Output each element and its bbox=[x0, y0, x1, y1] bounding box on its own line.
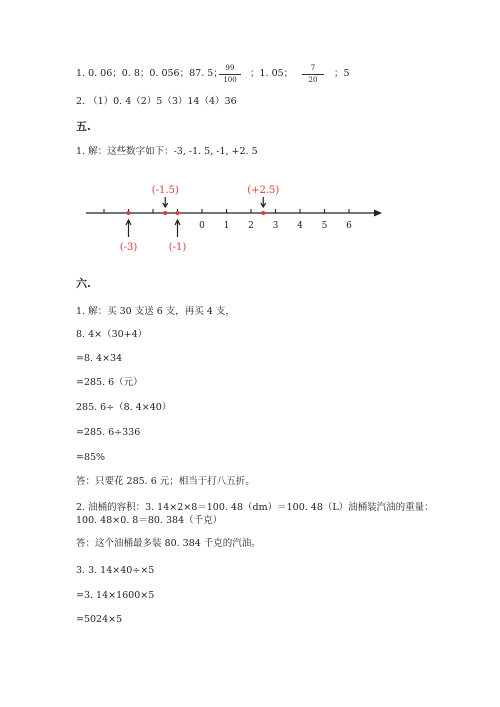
fraction-bar bbox=[219, 74, 241, 75]
tick-label: 3 bbox=[272, 221, 279, 231]
solution-line: =3. 14×1600×5 bbox=[76, 590, 155, 601]
solution-line: 8. 4×（30+4） bbox=[76, 329, 148, 340]
solution-line: =285. 6（元） bbox=[76, 377, 143, 388]
tick-label: 4 bbox=[297, 221, 303, 231]
solution-line: 2. 油桶的容积：3. 14×2×8＝100. 48（dm）＝100. 48（L）油桶装汽油的重量： bbox=[76, 502, 434, 513]
q1-answer-middle: ；1. 05； bbox=[250, 68, 294, 79]
q2-answer: 2. （1）0. 4（2）5（3）14（4）36 bbox=[76, 96, 237, 107]
point-marker bbox=[176, 211, 180, 215]
section-heading-6: 六. bbox=[76, 277, 91, 290]
tick-label: 5 bbox=[321, 221, 328, 231]
pointer-arrow bbox=[261, 197, 266, 207]
part5-q1-answer: 1. 解：这些数字如下：-3, -1. 5, -1, +2. 5 bbox=[76, 146, 258, 157]
solution-line: =285. 6÷336 bbox=[76, 427, 141, 438]
tick-label: 0 bbox=[199, 221, 205, 231]
axis-arrow-head bbox=[374, 210, 382, 217]
fraction-denominator: 100 bbox=[223, 76, 237, 84]
point-label: (-3) bbox=[119, 242, 138, 253]
number-line-diagram bbox=[0, 178, 500, 258]
q1-answer-prefix: 1. 0. 06；0. 8；0. 056；87. 5； bbox=[76, 68, 223, 79]
solution-line: 答：只要花 285. 6 元；相当于打八五折。 bbox=[76, 476, 255, 487]
pointer-arrow bbox=[163, 197, 168, 207]
solution-line: =8. 4×34 bbox=[76, 353, 123, 364]
solution-line: =85% bbox=[76, 452, 106, 463]
pointer-arrow bbox=[126, 220, 131, 237]
fraction-denominator: 20 bbox=[308, 76, 318, 84]
q1-answer-suffix: ；5 bbox=[334, 68, 350, 79]
point-marker bbox=[163, 211, 167, 215]
point-marker bbox=[261, 211, 265, 215]
fraction-99-100 bbox=[219, 64, 241, 85]
fraction-bar bbox=[302, 74, 324, 75]
point-label: (-1) bbox=[168, 242, 187, 253]
solution-line: =5024×5 bbox=[76, 614, 123, 625]
fraction-numerator: 7 bbox=[310, 64, 316, 72]
fraction-7-20 bbox=[302, 64, 324, 85]
fraction-numerator: 99 bbox=[225, 64, 235, 72]
pointer-arrow bbox=[175, 220, 180, 237]
solution-line: 答：这个油桶最多装 80. 384 千克的汽油。 bbox=[76, 538, 261, 549]
solution-line: 1. 解：买 30 支送 6 支，再买 4 支， bbox=[76, 306, 235, 317]
solution-line: 100. 48×0. 8＝80. 384（千克） bbox=[76, 515, 223, 526]
point-marker bbox=[127, 211, 131, 215]
solution-line: 3. 3. 14×40÷×5 bbox=[76, 565, 155, 576]
section-heading-5: 五. bbox=[76, 120, 91, 133]
point-label: (+2.5) bbox=[247, 185, 280, 196]
point-label: (-1.5) bbox=[151, 185, 179, 196]
tick-label: 2 bbox=[248, 221, 254, 231]
solution-line: 285. 6÷（8. 4×40） bbox=[76, 402, 172, 413]
tick-label: 6 bbox=[346, 221, 352, 231]
tick-label: 1 bbox=[223, 221, 230, 231]
